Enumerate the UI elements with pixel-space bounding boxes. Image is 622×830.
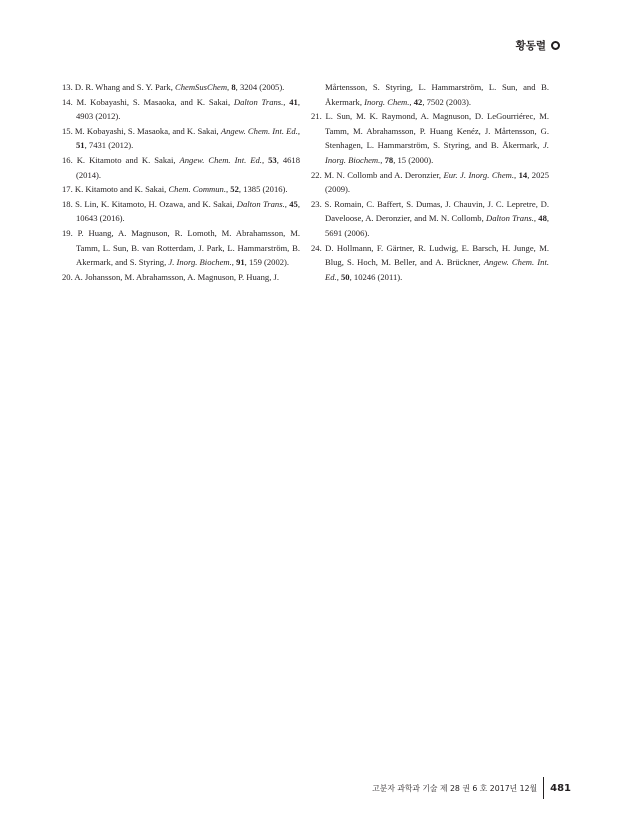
reference-item: 20. A. Johansson, M. Abrahamsson, A. Magnuson, P. Huang, J. [62, 271, 279, 282]
author-name: 황동렬 [515, 40, 546, 52]
running-header [516, 38, 560, 53]
page-number: 481 [550, 782, 571, 794]
reference-item: 24. D. Hollmann, F. Gärtner, R. Ludwig, E. Barsch, H. Junge, M. Blug, S. Hoch, M. Beller, and A. Brückner, Angew. Chem. Int. Ed., 50, 10246 (2011). [311, 242, 550, 282]
reference-item: 19. P. Huang, A. Magnuson, R. Lomoth, M. Abrahamsson, M. Tamm, L. Sun, B. van Rotterdam, J. Park, L. Hammarström, B. Akermark, and S. Styring, J. Inorg. Biochem., 91, 159 (2002). [62, 227, 300, 268]
reference-item: 21. L. Sun, M. K. Raymond, A. Magnuson, D. LeGourriérec, M. Tamm, M. Abrahamsson, P. Huang Kenéz, J. Mårtensson, G. Stenhagen, L. Hammarström, S. Styring, and B. Åkermark, J. Inorg. Biochem., 78, 15 (2000). [311, 111, 549, 165]
footer-divider [543, 777, 544, 799]
reference-item-continued: Mårtensson, S. Styring, L. Hammarström, L. Sun, and B. Åkermark, Inorg. Chem., 42, 7502 (2003). [325, 82, 549, 107]
reference-item: 18. S. Lin, K. Kitamoto, H. Ozawa, and K. Sakai, Dalton Trans., 45, 10643 (2016). [62, 198, 300, 224]
reference-item: 13. D. R. Whang and S. Y. Park, ChemSusChem, 8, 3204 (2005). [62, 82, 285, 92]
references-left-column [62, 80, 300, 284]
reference-item: 23. S. Romain, C. Baffert, S. Dumas, J. Chauvin, J. C. Lepretre, D. Daveloose, A. Deronzier, and M. N. Collomb, Dalton Trans., 48, 5691 (2006). [311, 198, 550, 238]
reference-item: 16. K. Kitamoto and K. Sakai, Angew. Chem. Int. Ed., 53, 4618 (2014). [62, 154, 301, 180]
running-footer [372, 777, 571, 799]
reference-item: 22. M. N. Collomb and A. Deronzier, Eur. J. Inorg. Chem., 14, 2025 (2009). [311, 169, 549, 195]
journal-info: 고분자 과학과 기술 제 28 권 6 호 2017년 12월 [372, 783, 538, 793]
reference-item: 17. K. Kitamoto and K. Sakai, Chem. Commun., 52, 1385 (2016). [62, 184, 288, 195]
reference-item: 15. M. Kobayashi, S. Masaoka, and K. Sakai, Angew. Chem. Int. Ed., 51, 7431 (2012). [62, 125, 300, 151]
references-right-column [311, 80, 549, 284]
circle-icon [551, 41, 560, 50]
reference-item: 14. M. Kobayashi, S. Masaoka, and K. Sakai, Dalton Trans., 41, 4903 (2012). [62, 96, 300, 122]
